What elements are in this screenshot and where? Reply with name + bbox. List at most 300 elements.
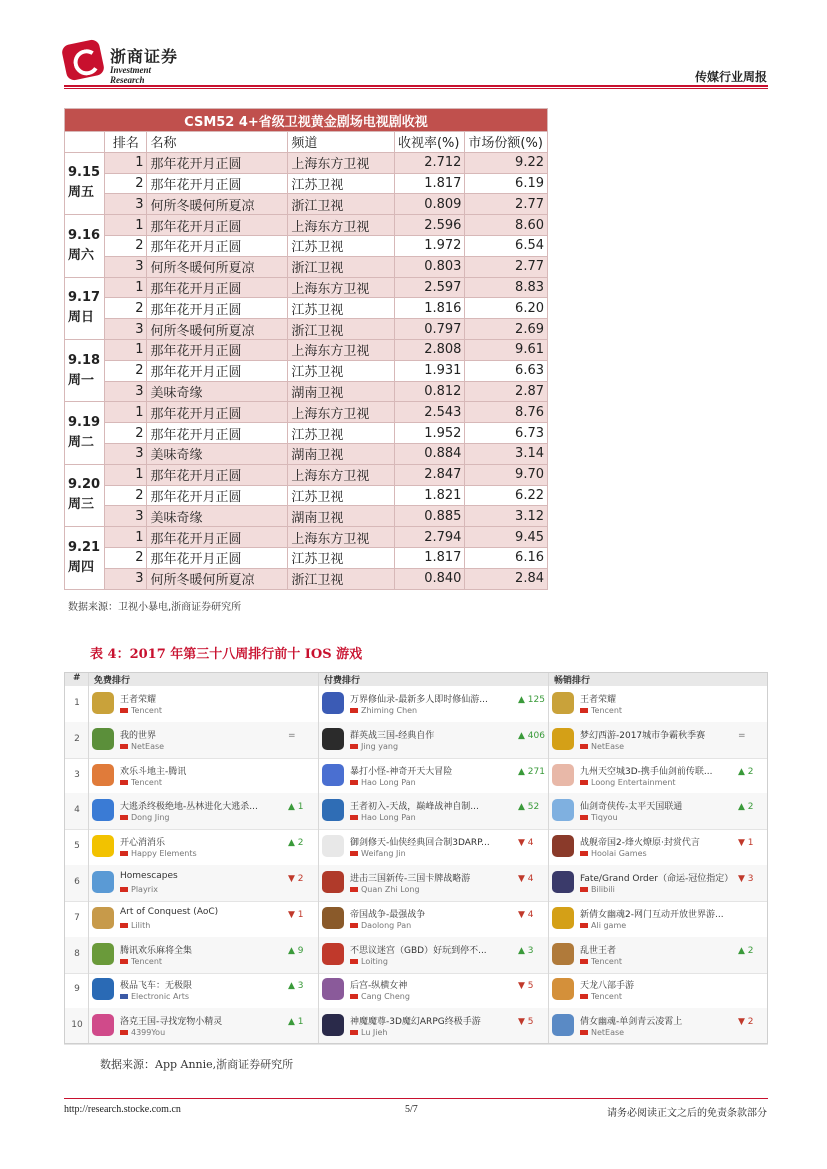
game-publisher — [120, 921, 150, 930]
ratings-row — [65, 506, 548, 527]
game-publisher — [120, 885, 158, 894]
publisher-name: Jing yang — [361, 741, 399, 751]
us-flag-icon — [120, 994, 128, 999]
game-name: 我的世界 — [120, 730, 157, 741]
footer-divider — [64, 1098, 768, 1099]
ios-rank: 3 — [74, 769, 80, 780]
company-logo — [64, 40, 182, 85]
china-flag-icon — [580, 994, 588, 999]
page-number: 5/7 — [405, 1104, 418, 1115]
ios-row — [64, 1008, 768, 1045]
ios-paid-game[interactable] — [318, 758, 548, 794]
channel-cell: 上海东方卫视 — [288, 215, 395, 236]
share-cell: 9.45 — [465, 527, 548, 548]
day-weekday: 周日 — [68, 310, 95, 326]
game-name: 后宫-纵横女神 — [350, 981, 408, 992]
ios-rank: 9 — [74, 984, 80, 995]
day-date: 9.21 — [68, 539, 101, 555]
china-flag-icon — [580, 887, 588, 892]
rating-cell: 1.816 — [394, 298, 464, 319]
show-name-cell: 那年花开月正圆 — [147, 339, 288, 360]
col-divider — [88, 672, 89, 1044]
game-publisher — [120, 1028, 165, 1037]
game-name: 极品飞车：无极限 — [120, 981, 193, 992]
show-name-cell: 美味奇缘 — [147, 506, 288, 527]
rank-change: ▲ 1 — [288, 1017, 304, 1028]
publisher-name: Loiting — [361, 956, 388, 966]
show-name-cell: 何所冬暖何所夏凉 — [147, 194, 288, 215]
rating-cell: 0.884 — [394, 443, 464, 464]
rank-change: ▼ 4 — [518, 909, 534, 920]
china-flag-icon — [350, 815, 358, 820]
ios-row — [64, 686, 768, 723]
logo-mark-icon — [61, 38, 106, 81]
ios-gross-game[interactable] — [548, 865, 778, 901]
china-flag-icon — [120, 815, 128, 820]
game-name: 进击三国新传-三国卡牌战略游 — [350, 874, 471, 884]
channel-cell: 江苏卫视 — [288, 235, 395, 256]
game-name: 梦幻西游-2017城市争霸秋季赛 — [580, 730, 706, 741]
rank-cell: 2 — [105, 298, 147, 319]
china-flag-icon — [350, 959, 358, 964]
ratings-table-title: CSM52 4+省级卫视黄金剧场电视剧收视 — [65, 109, 548, 132]
show-name-cell: 那年花开月正圆 — [147, 235, 288, 256]
ios-ranking-table — [64, 672, 768, 1044]
rating-cell: 2.597 — [394, 277, 464, 298]
channel-cell: 上海东方卫视 — [288, 527, 395, 548]
channel-cell: 上海东方卫视 — [288, 277, 395, 298]
show-name-cell: 那年花开月正圆 — [147, 152, 288, 173]
ios-gross-game[interactable] — [548, 758, 778, 794]
ios-free-game[interactable] — [88, 901, 318, 937]
ios-col-free: 免费排行 — [94, 676, 131, 686]
rating-cell: 2.808 — [394, 339, 464, 360]
ios-free-game[interactable] — [88, 758, 318, 794]
rank-cell: 1 — [105, 402, 147, 423]
game-name: 王者初入-天战，巅峰战神自制... — [350, 802, 479, 813]
logo-english-name: Investment Research — [110, 65, 152, 85]
channel-cell: 江苏卫视 — [288, 485, 395, 506]
ios-paid-game[interactable] — [318, 829, 548, 865]
publisher-name: Electronic Arts — [131, 992, 190, 1002]
share-cell: 2.77 — [465, 194, 548, 215]
china-flag-icon — [580, 744, 588, 749]
publisher-name: Playrix — [131, 885, 158, 894]
rating-cell: 2.847 — [394, 464, 464, 485]
rank-change: ▼ 1 — [288, 909, 304, 920]
ios-row — [64, 758, 768, 795]
game-publisher — [120, 992, 189, 1001]
game-publisher — [350, 957, 388, 966]
game-publisher — [120, 957, 162, 966]
channel-cell: 上海东方卫视 — [288, 464, 395, 485]
game-publisher — [120, 742, 164, 751]
game-name: 王者荣耀 — [120, 695, 157, 705]
rating-cell: 1.952 — [394, 423, 464, 444]
game-name: 暴打小怪-神奇开天大冒险 — [350, 766, 453, 777]
rating-cell: 0.840 — [394, 568, 464, 589]
share-cell: 3.14 — [465, 443, 548, 464]
game-name: 洛克王国-寻找宠物小精灵 — [120, 1017, 223, 1028]
ratings-row — [65, 339, 548, 360]
footer-disclaimer: 请务必阅读正文之后的免责条款部分 — [607, 1108, 767, 1119]
ios-free-game[interactable] — [88, 793, 318, 829]
share-cell: 8.83 — [465, 277, 548, 298]
publisher-name: NetEase — [131, 741, 165, 751]
channel-cell: 浙江卫视 — [288, 256, 395, 277]
game-app-icon — [92, 1014, 114, 1036]
ratings-row — [65, 464, 548, 485]
game-name: Art of Conquest (AoC) — [120, 906, 219, 917]
rating-cell: 1.817 — [394, 173, 464, 194]
game-name: 不思议迷宫（GBD）好玩到停不... — [350, 945, 487, 956]
publisher-name: Lilith — [131, 920, 151, 930]
rank-change: ▲ 52 — [518, 802, 540, 813]
share-cell: 9.61 — [465, 339, 548, 360]
china-flag-icon — [120, 851, 128, 856]
rank-change: ▼ 2 — [288, 874, 304, 884]
footer-url-link[interactable]: http://research.stocke.com.cn — [64, 1104, 181, 1115]
game-name: 欢乐斗地主-腾讯 — [120, 766, 187, 777]
game-app-icon — [92, 943, 114, 965]
rank-cell: 3 — [105, 319, 147, 340]
game-name: 新倩女幽魂2-网门互动开放世界游... — [580, 909, 724, 920]
rank-change: ▲ 3 — [518, 945, 534, 956]
game-name: 神魔魔尊-3D魔幻ARPG终极手游 — [350, 1017, 481, 1028]
game-app-icon — [322, 728, 344, 750]
show-name-cell: 那年花开月正圆 — [147, 298, 288, 319]
day-date: 9.19 — [68, 415, 101, 431]
show-name-cell: 那年花开月正圆 — [147, 485, 288, 506]
publisher-name: Ali game — [591, 920, 627, 930]
ios-free-game[interactable] — [88, 937, 318, 973]
day-weekday: 周五 — [68, 185, 95, 201]
channel-cell: 上海东方卫视 — [288, 402, 395, 423]
rank-change: = — [738, 730, 746, 741]
ratings-row — [65, 485, 548, 506]
ratings-row — [65, 423, 548, 444]
game-app-icon — [322, 871, 344, 893]
ios-paid-game[interactable] — [318, 722, 548, 758]
channel-cell: 江苏卫视 — [288, 423, 395, 444]
rank-change: ▲ 2 — [738, 945, 754, 956]
rank-cell: 1 — [105, 464, 147, 485]
show-name-cell: 美味奇缘 — [147, 381, 288, 402]
channel-cell: 上海东方卫视 — [288, 339, 395, 360]
game-publisher — [580, 706, 622, 715]
china-flag-icon — [350, 780, 358, 785]
share-cell: 9.22 — [465, 152, 548, 173]
publisher-name: Hao Long Pan — [361, 813, 416, 823]
rank-cell: 3 — [105, 256, 147, 277]
game-app-icon — [92, 907, 114, 929]
show-name-cell: 那年花开月正圆 — [147, 423, 288, 444]
ios-free-game[interactable] — [88, 686, 318, 722]
ratings-row — [65, 152, 548, 173]
col-header-rating: 收视率(%) — [394, 132, 464, 153]
game-publisher — [580, 921, 626, 930]
rating-cell: 1.821 — [394, 485, 464, 506]
ios-gross-game[interactable] — [548, 972, 778, 1008]
publisher-name: Tencent — [131, 956, 163, 966]
game-publisher — [120, 706, 162, 715]
show-name-cell: 那年花开月正圆 — [147, 464, 288, 485]
ios-gross-game[interactable] — [548, 722, 778, 758]
rank-cell: 2 — [105, 173, 147, 194]
game-name: 倩女幽魂-单剑青云凌霄上 — [580, 1017, 683, 1028]
channel-cell: 湖南卫视 — [288, 443, 395, 464]
channel-cell: 湖南卫视 — [288, 506, 395, 527]
game-name: Fate/Grand Order（命运-冠位指定） — [580, 874, 734, 884]
ratings-row — [65, 194, 548, 215]
game-name: 腾讯欢乐麻将全集 — [120, 945, 193, 956]
rank-change: ▲ 3 — [288, 981, 304, 992]
ratings-row — [65, 256, 548, 277]
share-cell: 6.16 — [465, 547, 548, 568]
show-name-cell: 那年花开月正圆 — [147, 402, 288, 423]
china-flag-icon — [350, 744, 358, 749]
show-name-cell: 美味奇缘 — [147, 443, 288, 464]
ratings-row — [65, 547, 548, 568]
ios-row — [64, 937, 768, 974]
game-app-icon — [92, 728, 114, 750]
rank-cell: 3 — [105, 506, 147, 527]
rating-cell: 0.885 — [394, 506, 464, 527]
game-app-icon — [552, 907, 574, 929]
rank-cell: 2 — [105, 423, 147, 444]
rank-change: ▼ 3 — [738, 874, 754, 884]
ratings-row — [65, 527, 548, 548]
ios-paid-game[interactable] — [318, 793, 548, 829]
china-flag-icon — [120, 1030, 128, 1035]
ios-free-game[interactable] — [88, 829, 318, 865]
game-name: 王者荣耀 — [580, 695, 617, 705]
game-publisher — [580, 957, 622, 966]
rank-change: ▼ 5 — [518, 981, 534, 992]
game-name: 万界修仙录-最新多人即时修仙游... — [350, 695, 488, 705]
share-cell: 2.84 — [465, 568, 548, 589]
col-header-share: 市场份额(%) — [465, 132, 548, 153]
publisher-name: NetEase — [591, 1028, 625, 1038]
game-publisher — [580, 742, 624, 751]
day-cell — [65, 215, 105, 277]
rank-change: ▲ 271 — [518, 766, 545, 777]
show-name-cell: 那年花开月正圆 — [147, 547, 288, 568]
rating-cell: 0.809 — [394, 194, 464, 215]
ratings-row — [65, 277, 548, 298]
day-weekday: 周三 — [68, 497, 95, 513]
china-flag-icon — [350, 923, 358, 928]
game-publisher — [580, 992, 622, 1001]
china-flag-icon — [350, 851, 358, 856]
share-cell: 6.20 — [465, 298, 548, 319]
ios-rank: 7 — [74, 912, 80, 923]
game-app-icon — [552, 728, 574, 750]
game-name: 御剑修天-仙侠经典回合制3DARP... — [350, 838, 490, 849]
ios-free-game[interactable] — [88, 972, 318, 1008]
channel-cell: 浙江卫视 — [288, 568, 395, 589]
ratings-row — [65, 215, 548, 236]
col-divider — [318, 672, 319, 1044]
rating-cell: 1.817 — [394, 547, 464, 568]
ios-free-game[interactable] — [88, 865, 318, 901]
china-flag-icon — [580, 815, 588, 820]
publisher-name: Lu Jieh — [361, 1028, 388, 1038]
ios-source: 数据来源：App Annie,浙商证券研究所 — [100, 1058, 294, 1071]
publisher-name: Tencent — [131, 777, 163, 787]
day-weekday: 周四 — [68, 559, 95, 575]
ios-rank: 10 — [71, 1020, 83, 1031]
rank-cell: 3 — [105, 194, 147, 215]
channel-cell: 江苏卫视 — [288, 360, 395, 381]
rank-change: ▲ 125 — [518, 695, 545, 705]
rank-change: ▼ 5 — [518, 1017, 534, 1028]
ios-paid-game[interactable] — [318, 901, 548, 937]
day-weekday: 周一 — [68, 372, 95, 388]
china-flag-icon — [350, 887, 358, 892]
china-flag-icon — [120, 744, 128, 749]
game-publisher — [350, 921, 411, 930]
ios-gross-game[interactable] — [548, 829, 778, 865]
game-name: 仙剑奇侠传-太平天国联通 — [580, 802, 683, 813]
publisher-name: Tiqyou — [591, 813, 618, 823]
game-publisher — [120, 849, 197, 858]
ios-row — [64, 829, 768, 866]
share-cell: 9.70 — [465, 464, 548, 485]
game-publisher — [350, 992, 410, 1001]
china-flag-icon — [350, 994, 358, 999]
ratings-row — [65, 381, 548, 402]
show-name-cell: 那年花开月正圆 — [147, 360, 288, 381]
ios-rank: 5 — [74, 841, 80, 852]
ios-table-title: 表 4：2017 年第三十八周排行前十 IOS 游戏 — [90, 647, 363, 662]
share-cell: 2.87 — [465, 381, 548, 402]
ios-row — [64, 901, 768, 938]
china-flag-icon — [580, 959, 588, 964]
game-name: 帝国战争-最强战争 — [350, 909, 426, 920]
game-app-icon — [92, 871, 114, 893]
day-date: 9.16 — [68, 227, 101, 243]
day-cell — [65, 152, 105, 214]
ratings-row — [65, 402, 548, 423]
game-publisher — [580, 813, 618, 822]
ios-gross-game[interactable] — [548, 686, 778, 722]
publisher-name: Loong Entertainment — [591, 777, 676, 787]
channel-cell: 湖南卫视 — [288, 381, 395, 402]
day-weekday: 周二 — [68, 435, 95, 451]
ios-gross-game[interactable] — [548, 1008, 778, 1044]
rank-cell: 2 — [105, 235, 147, 256]
share-cell: 2.77 — [465, 256, 548, 277]
rank-cell: 3 — [105, 443, 147, 464]
day-date: 9.20 — [68, 477, 101, 493]
game-name: 开心消消乐 — [120, 838, 166, 849]
game-app-icon — [322, 978, 344, 1000]
rating-cell: 2.596 — [394, 215, 464, 236]
publisher-name: Hao Long Pan — [361, 777, 416, 787]
ios-gross-game[interactable] — [548, 937, 778, 973]
ratings-row — [65, 443, 548, 464]
ratings-row — [65, 173, 548, 194]
game-publisher — [350, 813, 416, 822]
game-publisher — [350, 885, 420, 894]
rank-change: ▲ 9 — [288, 945, 304, 956]
publisher-name: Weifang Jin — [361, 849, 406, 859]
ios-paid-game[interactable] — [318, 865, 548, 901]
game-publisher — [580, 849, 647, 858]
rating-cell: 1.931 — [394, 360, 464, 381]
channel-cell: 浙江卫视 — [288, 319, 395, 340]
day-date: 9.18 — [68, 352, 101, 368]
game-publisher — [350, 849, 406, 858]
ios-paid-game[interactable] — [318, 937, 548, 973]
col-divider — [548, 672, 549, 1044]
ios-col-grossing: 畅销排行 — [554, 676, 591, 686]
ratings-row — [65, 319, 548, 340]
share-cell: 8.76 — [465, 402, 548, 423]
report-type: 传媒行业周报 — [694, 70, 767, 84]
game-publisher — [350, 706, 417, 715]
game-app-icon — [552, 764, 574, 786]
china-flag-icon — [580, 851, 588, 856]
game-name: 乱世王者 — [580, 945, 617, 956]
rank-cell: 1 — [105, 152, 147, 173]
rank-cell: 1 — [105, 215, 147, 236]
ios-gross-game[interactable] — [548, 793, 778, 829]
ios-rank: 1 — [74, 698, 80, 708]
day-date: 9.15 — [68, 165, 101, 181]
game-app-icon — [322, 835, 344, 857]
publisher-name: Happy Elements — [131, 849, 197, 859]
channel-cell: 江苏卫视 — [288, 173, 395, 194]
share-cell: 6.54 — [465, 235, 548, 256]
ios-rank: 4 — [74, 805, 80, 816]
channel-cell: 江苏卫视 — [288, 298, 395, 319]
game-app-icon — [322, 692, 344, 714]
ios-rank: 6 — [74, 877, 80, 887]
ios-paid-game[interactable] — [318, 686, 548, 722]
ratings-row — [65, 235, 548, 256]
ios-free-game[interactable] — [88, 722, 318, 758]
share-cell: 6.19 — [465, 173, 548, 194]
game-app-icon — [92, 799, 114, 821]
publisher-name: Quan Zhi Long — [361, 885, 420, 894]
publisher-name: Tencent — [591, 956, 623, 966]
china-flag-icon — [120, 923, 128, 928]
ios-paid-game[interactable] — [318, 972, 548, 1008]
publisher-name: NetEase — [591, 741, 625, 751]
ios-gross-game[interactable] — [548, 901, 778, 937]
game-publisher — [350, 778, 416, 787]
publisher-name: Zhiming Chen — [361, 706, 418, 715]
ios-free-game[interactable] — [88, 1008, 318, 1044]
ios-rank: 8 — [74, 948, 80, 959]
ios-paid-game[interactable] — [318, 1008, 548, 1044]
ratings-row — [65, 568, 548, 589]
show-name-cell: 何所冬暖何所夏凉 — [147, 568, 288, 589]
game-name: Homescapes — [120, 871, 178, 881]
publisher-name: Tencent — [131, 706, 163, 715]
share-cell: 6.22 — [465, 485, 548, 506]
game-app-icon — [552, 943, 574, 965]
rank-change: ▼ 4 — [518, 838, 534, 849]
china-flag-icon — [580, 708, 588, 713]
publisher-name: Tencent — [591, 992, 623, 1002]
game-publisher — [580, 885, 615, 894]
game-app-icon — [322, 943, 344, 965]
ios-row — [64, 865, 768, 902]
game-name: 战舰帝国2-烽火燎原·封赏代言 — [580, 838, 700, 849]
